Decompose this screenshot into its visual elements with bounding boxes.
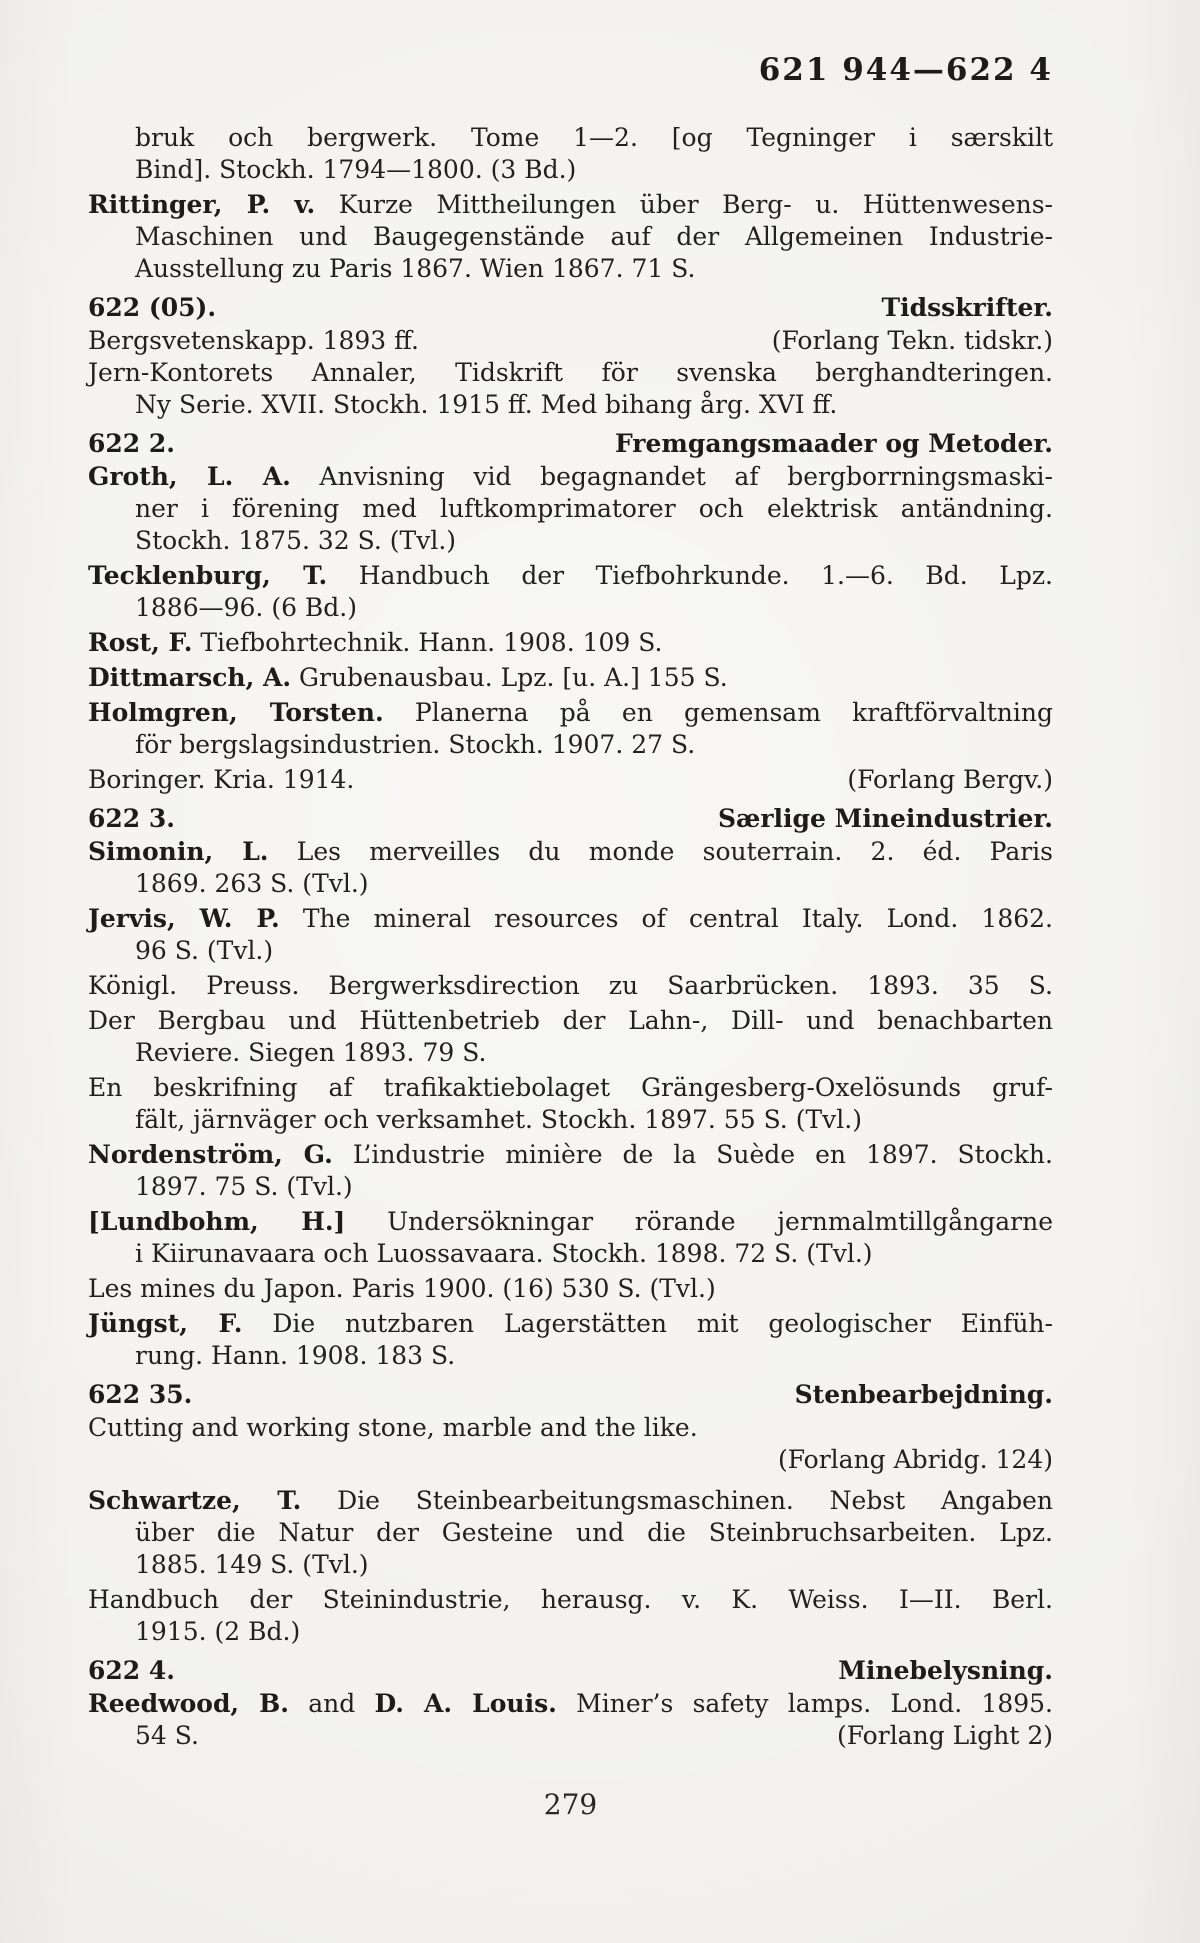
line-text <box>88 1207 1053 1236</box>
line-text <box>135 1172 353 1201</box>
catalog-line <box>88 221 1053 253</box>
catalog-line <box>88 1720 1053 1752</box>
catalog-line <box>88 1549 1053 1581</box>
section-classmark: 622 (05). <box>88 293 217 322</box>
line-text <box>88 1413 698 1442</box>
section-heading <box>88 803 1053 835</box>
entry-text: Bind]. Stockh. 1794—1800. (3 Bd.) <box>135 155 577 184</box>
section-heading <box>88 1379 1053 1411</box>
catalog-entries <box>88 122 1053 1752</box>
line-text <box>88 1486 1053 1515</box>
catalog-line <box>88 1206 1053 1238</box>
catalog-line <box>88 389 1053 421</box>
entry-text: 54 S. <box>135 1721 199 1750</box>
entry-text: Grubenausbau. Lpz. [u. A.] 155 S. <box>291 663 728 692</box>
section-classmark: 622 35. <box>88 1380 193 1409</box>
catalog-line <box>88 935 1053 967</box>
catalog-line <box>88 1005 1053 1037</box>
line-text <box>88 663 728 692</box>
entry-text: ner i förening med luftkomprimatorer och elektrisk antändning. <box>135 494 1053 523</box>
catalog-line <box>88 1412 1053 1444</box>
line-text <box>88 904 1053 933</box>
author-name: Groth, L. A. <box>88 462 291 491</box>
catalog-line <box>88 903 1053 935</box>
author-name: Reedwood, B. <box>88 1689 289 1718</box>
author-name: D. A. Louis. <box>374 1689 557 1718</box>
entry-text: Handbuch der Tiefbohrkunde. 1.—6. Bd. Lpz. <box>327 561 1053 590</box>
entry-text: Handbuch der Steinindustrie, herausg. v. K. Weiss. I—II. Berl. <box>88 1585 1053 1614</box>
line-text <box>88 698 1053 727</box>
entry-text: Stockh. 1875. 32 S. (Tvl.) <box>135 526 457 555</box>
entry-text: Planerna på en gemensam kraftförvaltning <box>383 698 1053 727</box>
line-text <box>88 358 1053 387</box>
catalog-line <box>88 189 1053 221</box>
catalog-line <box>88 970 1053 1002</box>
line-text <box>135 1518 1053 1547</box>
catalog-line <box>88 154 1053 186</box>
section-classmark: 622 2. <box>88 429 175 458</box>
section-title: Særlige Mineindustrier. <box>717 804 1053 833</box>
line-text <box>135 1550 369 1579</box>
catalog-line <box>88 1037 1053 1069</box>
page-number: 279 <box>543 1788 598 1821</box>
catalog-line <box>88 1308 1053 1340</box>
catalog-line <box>88 662 1053 694</box>
catalog-line <box>88 253 1053 285</box>
line-text <box>88 764 354 796</box>
entry-text: Bergsvetenskapp. 1893 ff. <box>88 326 419 355</box>
entry-text: Miner’s safety lamps. Lond. 1895. <box>556 1689 1053 1718</box>
line-text <box>88 325 419 357</box>
line-text <box>135 123 1053 152</box>
entry-text: fält, järnväger och verksamhet. Stockh. 1897. 55 S. (Tvl.) <box>135 1105 862 1134</box>
line-text <box>88 561 1053 590</box>
author-name: Rittinger, P. v. <box>88 190 316 219</box>
entry-text: Les merveilles du monde souterrain. 2. éd. Paris <box>268 837 1053 866</box>
catalog-line <box>88 325 1053 357</box>
author-name: Simonin, L. <box>88 837 269 866</box>
line-text <box>135 155 576 184</box>
catalog-line <box>88 1273 1053 1305</box>
entry-text: The mineral resources of central Italy. Lond. 1862. <box>279 904 1054 933</box>
entry-text: Jern-Kontorets Annaler, Tidskrift för svenska berghandteringen. <box>88 358 1053 387</box>
entry-text: and <box>288 1689 375 1718</box>
line-text <box>88 628 662 657</box>
line-text <box>88 971 1053 1000</box>
catalog-line <box>88 122 1053 154</box>
line-text <box>88 1006 1053 1035</box>
entry-text: L’industrie minière de la Suède en 1897. Stockh. <box>332 1140 1053 1169</box>
author-name: Jervis, W. P. <box>88 904 280 933</box>
line-text <box>135 869 369 898</box>
line-text <box>135 1105 862 1134</box>
entry-text: för bergslagsindustrien. Stockh. 1907. 27 S. <box>135 730 696 759</box>
author-name: Schwartze, T. <box>88 1486 302 1515</box>
line-text <box>88 837 1053 866</box>
line-text <box>135 1617 300 1646</box>
line-text <box>135 526 456 555</box>
line-text <box>88 1689 1053 1718</box>
catalog-line <box>88 1340 1053 1372</box>
section-heading <box>88 1655 1053 1687</box>
entry-text: 1885. 149 S. (Tvl.) <box>135 1550 369 1579</box>
catalog-line <box>88 1616 1053 1648</box>
cross-reference: (Forlang Tekn. tidskr.) <box>771 326 1053 355</box>
entry-text: Die nutzbaren Lagerstätten mit geologischer Einfüh- <box>242 1309 1053 1338</box>
line-text <box>135 730 695 759</box>
author-name: Nordenström, G. <box>88 1140 333 1169</box>
line-text <box>135 222 1053 251</box>
section-heading <box>88 428 1053 460</box>
catalog-line <box>88 1517 1053 1549</box>
line-text <box>88 1140 1053 1169</box>
author-name: Rost, F. <box>88 628 193 657</box>
entry-text: i Kiirunavaara och Luossavaara. Stockh. 1898. 72 S. (Tvl.) <box>135 1239 873 1268</box>
entry-text: En beskrifning af trafikaktiebolaget Grängesberg-Oxelösunds gruf- <box>88 1073 1053 1102</box>
catalog-line <box>88 1104 1053 1136</box>
author-name: Dittmarsch, A. <box>88 663 292 692</box>
entry-text: Reviere. Siegen 1893. 79 S. <box>135 1038 487 1067</box>
catalog-line <box>88 697 1053 729</box>
catalog-line <box>88 1485 1053 1517</box>
catalog-line <box>88 1139 1053 1171</box>
section-heading <box>88 292 1053 324</box>
line-text <box>88 1073 1053 1102</box>
line-text <box>135 494 1053 523</box>
entry-text: über die Natur der Gesteine und die Steinbruchsarbeiten. Lpz. <box>135 1518 1053 1547</box>
page-header-classmark: 621 944—622 4 <box>758 52 1053 88</box>
line-text <box>135 936 273 965</box>
entry-text: 1897. 75 S. (Tvl.) <box>135 1172 353 1201</box>
line-text <box>135 1038 486 1067</box>
entry-text: Kurze Mittheilungen über Berg- u. Hüttenwesens- <box>315 190 1053 219</box>
entry-text: Königl. Preuss. Bergwerksdirection zu Saarbrücken. 1893. 35 S. <box>88 971 1053 1000</box>
catalog-line <box>88 729 1053 761</box>
catalog-line <box>88 461 1053 493</box>
entry-text: 96 S. (Tvl.) <box>135 936 274 965</box>
author-name: Holmgren, Torsten. <box>88 698 384 727</box>
entry-text: Undersökningar rörande jernmalmtillgångarne <box>345 1207 1053 1236</box>
entry-text: Ausstellung zu Paris 1867. Wien 1867. 71 S. <box>135 254 696 283</box>
entry-text: Cutting and working stone, marble and the like. <box>88 1413 698 1442</box>
line-text <box>135 1720 199 1752</box>
line-text <box>88 1585 1053 1614</box>
catalog-line <box>88 357 1053 389</box>
line-text <box>135 390 837 419</box>
line-text <box>135 1239 873 1268</box>
catalog-line <box>88 1171 1053 1203</box>
section-classmark: 622 3. <box>88 804 175 833</box>
entry-text: Die Steinbearbeitungsmaschinen. Nebst Angaben <box>301 1486 1053 1515</box>
catalog-line <box>88 627 1053 659</box>
catalog-line <box>88 493 1053 525</box>
catalog-line <box>88 525 1053 557</box>
cross-reference: (Forlang Bergv.) <box>847 765 1053 794</box>
section-title: Fremgangsmaader og Metoder. <box>615 429 1053 458</box>
entry-text: rung. Hann. 1908. 183 S. <box>135 1341 456 1370</box>
entry-text: Tiefbohrtechnik. Hann. 1908. 109 S. <box>192 628 663 657</box>
entry-text: Maschinen und Baugegenstände auf der Allgemeinen Industrie- <box>135 222 1053 251</box>
cross-reference: (Forlang Abridg. 124) <box>777 1445 1053 1474</box>
section-title: Minebelysning. <box>838 1656 1053 1685</box>
catalog-line <box>88 1072 1053 1104</box>
author-name: [Lundbohm, H.] <box>88 1207 346 1236</box>
catalog-line <box>88 836 1053 868</box>
entry-text: Ny Serie. XVII. Stockh. 1915 ff. Med bihang årg. XVI ff. <box>135 390 838 419</box>
line-text <box>88 190 1053 219</box>
author-name: Tecklenburg, T. <box>88 561 328 590</box>
catalog-line <box>88 1584 1053 1616</box>
catalog-line <box>88 764 1053 796</box>
entry-text: 1915. (2 Bd.) <box>135 1617 301 1646</box>
entry-text: Anvisning vid begagnandet af bergborrningsmaski- <box>290 462 1053 491</box>
catalog-line <box>88 1238 1053 1270</box>
line-text <box>88 1274 716 1303</box>
cross-reference: (Forlang Light 2) <box>836 1721 1053 1750</box>
entry-text: 1869. 263 S. (Tvl.) <box>135 869 369 898</box>
entry-text: Der Bergbau und Hüttenbetrieb der Lahn-, Dill- und benachbarten <box>88 1006 1053 1035</box>
entry-text: 1886—96. (6 Bd.) <box>135 593 358 622</box>
line-text <box>135 254 695 283</box>
catalog-line <box>88 1444 1053 1476</box>
line-text <box>88 1309 1053 1338</box>
line-text <box>135 593 357 622</box>
catalog-line <box>88 592 1053 624</box>
catalog-line <box>88 560 1053 592</box>
line-text <box>88 462 1053 491</box>
line-text <box>135 1341 455 1370</box>
entry-text: Les mines du Japon. Paris 1900. (16) 530 S. (Tvl.) <box>88 1274 716 1303</box>
author-name: Jüngst, F. <box>88 1309 243 1338</box>
section-classmark: 622 4. <box>88 1656 175 1685</box>
section-title: Stenbearbejdning. <box>794 1380 1053 1409</box>
entry-text: bruk och bergwerk. Tome 1—2. [og Tegninger i særskilt <box>135 123 1053 152</box>
entry-text: Boringer. Kria. 1914. <box>88 765 355 794</box>
catalog-line <box>88 868 1053 900</box>
catalog-line <box>88 1688 1053 1720</box>
section-title: Tidsskrifter. <box>881 293 1053 322</box>
